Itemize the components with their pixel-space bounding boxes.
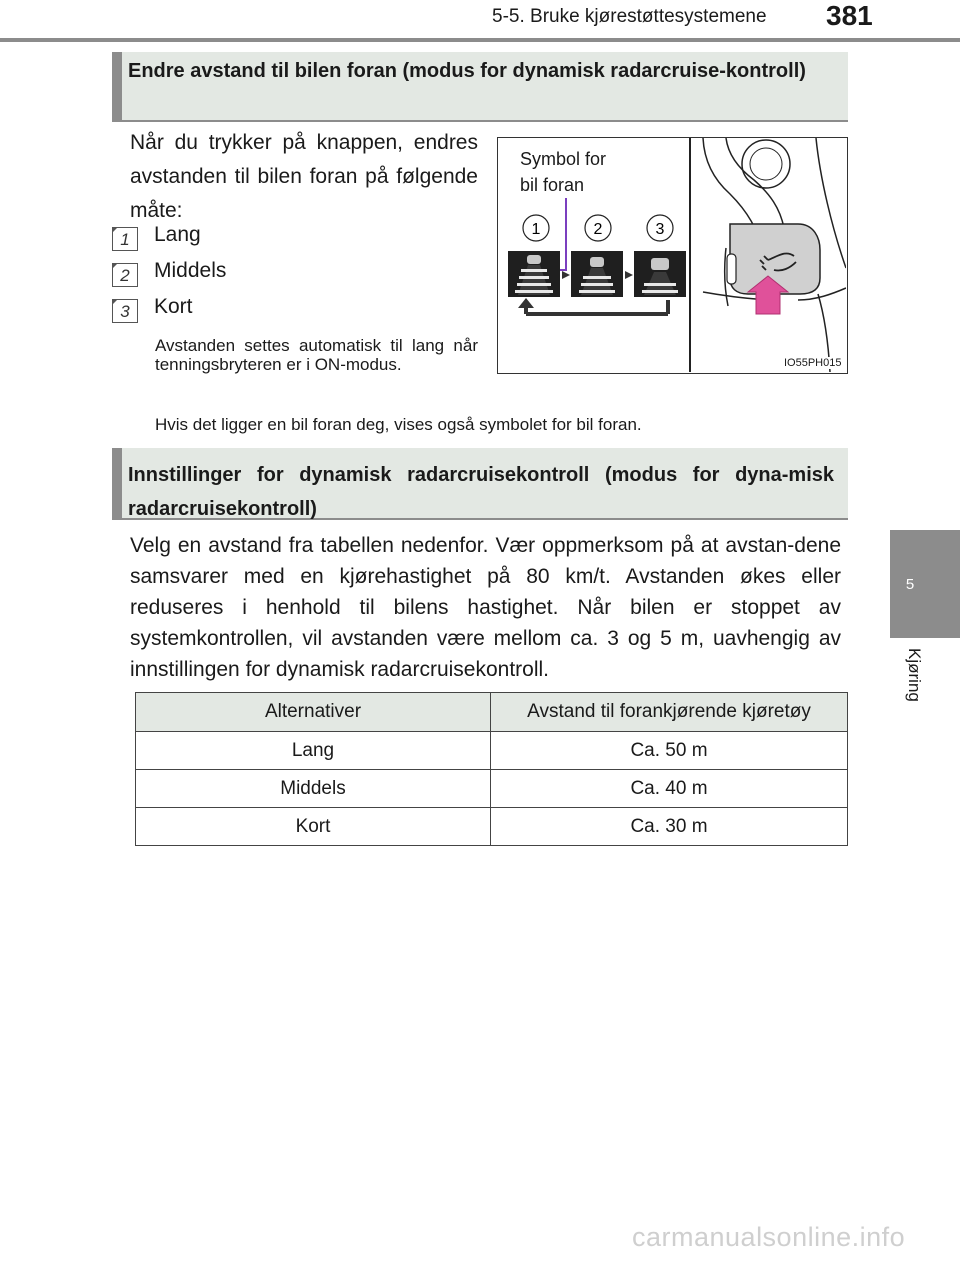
table-row: [136, 808, 848, 846]
cycle-return-arrow-icon: [518, 298, 668, 314]
note-auto-long: Avstanden settes automatisk til lang når tenningsbryteren er i ON-modus.: [155, 336, 478, 374]
marker-1-icon: [523, 215, 549, 241]
svg-text:2: 2: [593, 221, 603, 238]
table-header-cell: Alternativer: [136, 693, 491, 732]
section-heading-settings: Innstillinger for dynamisk radarcruisekontroll (modus for dyna-misk radarcruisekontroll): [112, 448, 848, 520]
distance-medium-icon: [571, 251, 623, 297]
distance-short-icon: [634, 251, 686, 297]
table-cell: Ca. 40 m: [491, 770, 848, 808]
settings-paragraph: Velg en avstand fra tabellen nedenfor. Vær oppmerksom på at avstan-dene samsvarer med en kjørehastighet på 80 km/t. Avstanden økes eller reduseres i henhold til bilens hastighet. Når bilen er stoppet av systemkontrollen, vil avstanden være mellom ca. 3 og 5 m, uavhengig av innstillingen for dynamisk radarcruisekontroll.: [130, 534, 841, 681]
distance-table: [135, 692, 848, 846]
table-cell: Ca. 50 m: [491, 732, 848, 770]
table-header-cell: Avstand til forankjørende kjøretøy: [491, 693, 848, 732]
table-cell: Lang: [136, 732, 491, 770]
section-heading-distance: Endre avstand til bilen foran (modus for dynamisk radarcruise-kontroll): [112, 52, 848, 122]
note-vehicle-ahead: Hvis det ligger en bil foran deg, vises også symbolet for bil foran.: [155, 415, 642, 434]
distance-long-icon: [508, 251, 560, 297]
table-row: [136, 732, 848, 770]
list-item-label: Lang: [154, 223, 201, 246]
table-header-row: [136, 693, 848, 732]
table-cell: Middels: [136, 770, 491, 808]
figure-caption: Symbol for bil foran: [520, 149, 607, 195]
header-rule: [0, 38, 960, 42]
distance-switch-figure: [497, 137, 848, 374]
list-item-label: Middels: [154, 259, 227, 282]
chapter-tab-number: 5: [905, 576, 915, 593]
table-row: [136, 770, 848, 808]
watermark: carmanualsonline.info: [632, 1222, 906, 1252]
table-cell: Ca. 30 m: [491, 808, 848, 846]
chapter-tab-label: Kjøring: [905, 648, 924, 702]
figure-code: IO55PH015: [784, 357, 842, 369]
page-number: 381: [826, 0, 873, 31]
marker-3-icon: [647, 215, 673, 241]
intro-text: Når du trykker på knappen, endres avstanden til bilen foran på følgende måte:: [130, 131, 478, 222]
table-cell: Kort: [136, 808, 491, 846]
step-number-badge: 1: [112, 227, 138, 251]
step-number-badge: 2: [112, 263, 138, 287]
svg-text:1: 1: [531, 221, 541, 238]
steering-switch-icon: [703, 138, 846, 372]
marker-2-icon: [585, 215, 611, 241]
step-number-badge: 3: [112, 299, 138, 323]
list-item-label: Kort: [154, 295, 193, 318]
running-header-section: 5-5. Bruke kjørestøttesystemene: [492, 6, 767, 27]
svg-text:3: 3: [655, 221, 665, 238]
